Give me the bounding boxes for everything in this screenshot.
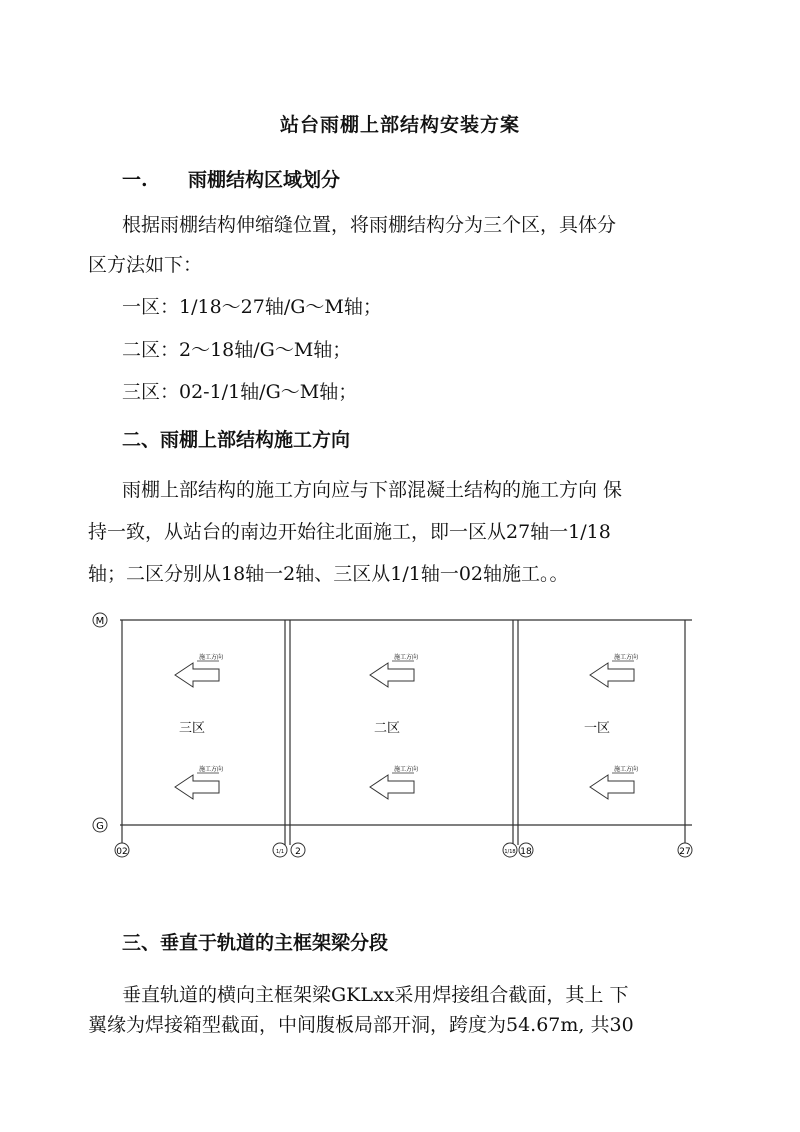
zone-1-definition: 一区：1/18～27轴/G～M轴； [122, 296, 382, 318]
axis-marker-g [93, 818, 107, 832]
column-label-1-1: 1/1 [275, 849, 285, 855]
section-2-heading: 二、雨棚上部结构施工方向 [122, 429, 351, 451]
section-1-paragraph-line-2: 区方法如下： [88, 254, 203, 276]
column-label-18: 18 [520, 847, 532, 857]
zone-label-2: 二区 [373, 721, 401, 736]
section-3-paragraph-line-1: 垂直轨道的横向主框架梁GKLxx采用焊接组合截面，其上 下 [122, 984, 629, 1006]
section-2-paragraph-line-3: 轴；二区分别从18轴一2轴、三区从1/1轴一02轴施工。。 [88, 563, 569, 585]
zone-2-definition: 二区：2～18轴/G～M轴； [122, 339, 352, 361]
arrow-label: 施工方向 [394, 654, 419, 661]
section-1-heading: 雨棚结构区域划分 [188, 169, 341, 191]
arrow-label: 施工方向 [199, 766, 224, 773]
arrow-label: 施工方向 [614, 654, 639, 661]
column-label-1-18: 1/18 [504, 849, 516, 855]
section-2-paragraph-line-2: 持一致，从站台的南边开始往北面施工，即一区从27轴一1/18 [88, 521, 611, 543]
direction-arrow [370, 653, 418, 687]
section-1-number: 一. [122, 169, 148, 191]
axis-label-m: M [95, 616, 105, 627]
document-title: 站台雨棚上部结构安装方案 [279, 114, 520, 136]
axis-marker-m [93, 613, 107, 627]
axis-label-g: G [96, 821, 104, 832]
direction-arrow [175, 765, 223, 799]
arrow-label: 施工方向 [394, 766, 419, 773]
direction-arrow [175, 653, 223, 687]
direction-arrow [590, 653, 638, 687]
section-3-heading: 三、垂直于轨道的主框架梁分段 [122, 932, 389, 954]
zone-label-1: 一区 [583, 721, 611, 736]
zone-3-definition: 三区：02-1/1轴/G～M轴； [122, 381, 358, 403]
section-1-paragraph-line-1: 根据雨棚结构伸缩缝位置，将雨棚结构分为三个区，具体分 [122, 214, 617, 236]
column-label-27: 27 [679, 847, 691, 857]
arrow-label: 施工方向 [614, 766, 639, 773]
zone-label-3: 三区 [178, 721, 206, 736]
column-label-02: 02 [116, 847, 128, 857]
column-label-2: 2 [295, 847, 301, 857]
direction-arrow [370, 765, 418, 799]
direction-arrow [590, 765, 638, 799]
arrow-label: 施工方向 [199, 654, 224, 661]
construction-direction-diagram [80, 605, 720, 865]
section-2-paragraph-line-1: 雨棚上部结构的施工方向应与下部混凝土结构的施工方向 保 [122, 479, 623, 501]
section-3-paragraph-line-2: 翼缘为焊接箱型截面，中间腹板局部开洞，跨度为54.67m, 共30 [88, 1014, 634, 1036]
